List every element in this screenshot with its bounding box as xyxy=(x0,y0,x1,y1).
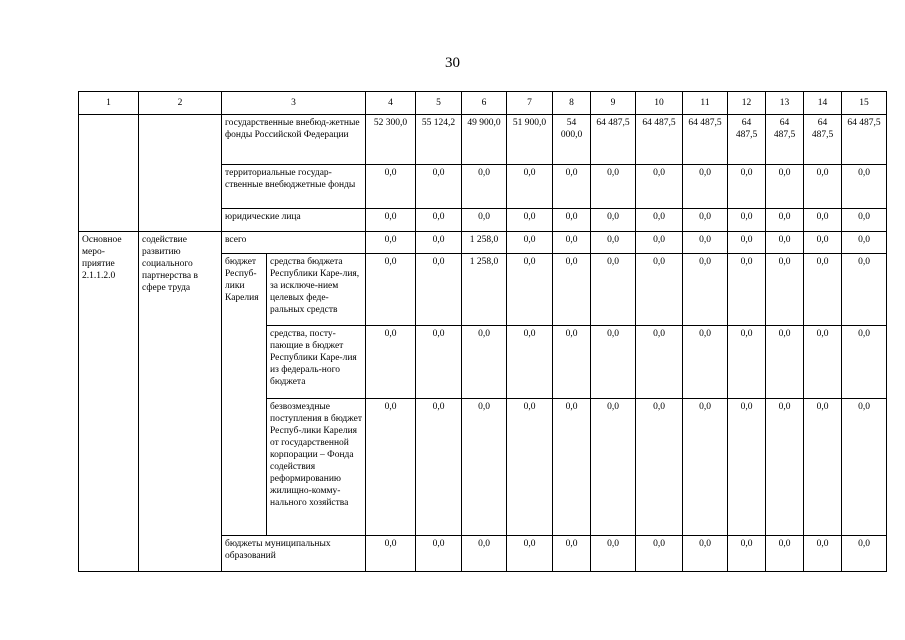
value-cell: 0,0 xyxy=(804,536,842,572)
value-cell: 0,0 xyxy=(507,326,553,399)
value-cell: 0,0 xyxy=(766,399,804,536)
value-cell: 0,0 xyxy=(507,165,553,209)
value-cell: 0,0 xyxy=(416,399,462,536)
value-cell: 0,0 xyxy=(766,232,804,254)
value-cell: 0,0 xyxy=(462,326,507,399)
value-cell: 1 258,0 xyxy=(462,254,507,326)
value-cell: 0,0 xyxy=(636,209,683,232)
funding-source-label: юридические лица xyxy=(222,209,366,232)
value-cell: 0,0 xyxy=(462,536,507,572)
value-cell: 64 487,5 xyxy=(636,115,683,165)
value-cell: 0,0 xyxy=(683,254,728,326)
value-cell: 0,0 xyxy=(804,326,842,399)
measure-goal: содействие развитию социального партнерства в сфере труда xyxy=(139,232,222,572)
empty-cell xyxy=(79,115,139,232)
value-cell: 0,0 xyxy=(842,165,887,209)
value-cell: 0,0 xyxy=(553,399,591,536)
value-cell: 0,0 xyxy=(462,165,507,209)
header-cell: 10 xyxy=(636,92,683,115)
value-cell: 0,0 xyxy=(636,399,683,536)
value-cell: 0,0 xyxy=(507,536,553,572)
value-cell: 0,0 xyxy=(636,165,683,209)
value-cell: 0,0 xyxy=(683,209,728,232)
value-cell: 0,0 xyxy=(683,536,728,572)
value-cell: 0,0 xyxy=(804,165,842,209)
value-cell: 0,0 xyxy=(804,254,842,326)
value-cell: 0,0 xyxy=(366,232,416,254)
header-cell: 11 xyxy=(683,92,728,115)
value-cell: 0,0 xyxy=(462,209,507,232)
value-cell: 0,0 xyxy=(416,326,462,399)
value-cell: 0,0 xyxy=(683,399,728,536)
empty-cell xyxy=(139,115,222,232)
header-cell: 2 xyxy=(139,92,222,115)
value-cell: 0,0 xyxy=(591,165,636,209)
value-cell: 0,0 xyxy=(591,209,636,232)
value-cell: 0,0 xyxy=(728,232,766,254)
funding-source-label: государственные внебюд-жетные фонды Российской Федерации xyxy=(222,115,366,165)
value-cell: 64 487,5 xyxy=(728,115,766,165)
value-cell: 0,0 xyxy=(416,165,462,209)
value-cell: 0,0 xyxy=(553,536,591,572)
value-cell: 0,0 xyxy=(766,165,804,209)
value-cell: 0,0 xyxy=(842,399,887,536)
value-cell: 0,0 xyxy=(728,399,766,536)
header-cell: 12 xyxy=(728,92,766,115)
value-cell: 0,0 xyxy=(507,399,553,536)
measure-code: Основное меро-приятие 2.1.1.2.0 xyxy=(79,232,139,572)
funding-table xyxy=(78,91,887,572)
value-cell: 0,0 xyxy=(507,254,553,326)
header-cell: 4 xyxy=(366,92,416,115)
table-row xyxy=(79,115,887,165)
header-cell: 14 xyxy=(804,92,842,115)
value-cell: 0,0 xyxy=(462,399,507,536)
value-cell: 0,0 xyxy=(507,209,553,232)
funding-source-label: территориальные государ-ственные внебюджетные фонды xyxy=(222,165,366,209)
header-cell: 6 xyxy=(462,92,507,115)
value-cell: 0,0 xyxy=(842,254,887,326)
page-number: 30 xyxy=(445,55,460,71)
value-cell: 64 487,5 xyxy=(804,115,842,165)
header-cell: 1 xyxy=(79,92,139,115)
value-cell: 64 487,5 xyxy=(766,115,804,165)
value-cell: 0,0 xyxy=(366,326,416,399)
value-cell: 0,0 xyxy=(728,536,766,572)
value-cell: 0,0 xyxy=(636,254,683,326)
header-row xyxy=(79,92,887,115)
value-cell: 0,0 xyxy=(416,536,462,572)
funding-source-label: средства, посту-пающие в бюджет Республики Каре-лия из федераль-ного бюджета xyxy=(267,326,366,399)
header-cell: 9 xyxy=(591,92,636,115)
value-cell: 0,0 xyxy=(683,165,728,209)
value-cell: 49 900,0 xyxy=(462,115,507,165)
funding-source-label: средства бюджета Республики Каре-лия, за исключе-нием целевых феде-ральных средств xyxy=(267,254,366,326)
value-cell: 54 000,0 xyxy=(553,115,591,165)
value-cell: 0,0 xyxy=(842,209,887,232)
value-cell: 64 487,5 xyxy=(842,115,887,165)
value-cell: 0,0 xyxy=(636,232,683,254)
value-cell: 1 258,0 xyxy=(462,232,507,254)
value-cell: 0,0 xyxy=(804,209,842,232)
value-cell: 0,0 xyxy=(804,399,842,536)
value-cell: 0,0 xyxy=(366,209,416,232)
value-cell: 0,0 xyxy=(636,326,683,399)
value-cell: 0,0 xyxy=(766,254,804,326)
value-cell: 0,0 xyxy=(553,209,591,232)
value-cell: 0,0 xyxy=(416,232,462,254)
value-cell: 0,0 xyxy=(728,254,766,326)
funding-source-label: всего xyxy=(222,232,366,254)
value-cell: 0,0 xyxy=(553,232,591,254)
value-cell: 0,0 xyxy=(591,399,636,536)
value-cell: 0,0 xyxy=(507,232,553,254)
value-cell: 64 487,5 xyxy=(591,115,636,165)
value-cell: 55 124,2 xyxy=(416,115,462,165)
value-cell: 0,0 xyxy=(553,254,591,326)
value-cell: 0,0 xyxy=(416,254,462,326)
header-cell: 7 xyxy=(507,92,553,115)
table-row xyxy=(79,232,887,254)
budget-group-label: бюджет Респуб-лики Карелия xyxy=(222,254,267,536)
value-cell: 0,0 xyxy=(804,232,842,254)
value-cell: 0,0 xyxy=(842,536,887,572)
header-cell: 13 xyxy=(766,92,804,115)
value-cell: 0,0 xyxy=(553,326,591,399)
value-cell: 0,0 xyxy=(766,536,804,572)
value-cell: 0,0 xyxy=(591,326,636,399)
value-cell: 0,0 xyxy=(591,232,636,254)
value-cell: 0,0 xyxy=(842,326,887,399)
value-cell: 0,0 xyxy=(366,536,416,572)
value-cell: 0,0 xyxy=(636,536,683,572)
value-cell: 0,0 xyxy=(683,326,728,399)
value-cell: 0,0 xyxy=(366,165,416,209)
value-cell: 64 487,5 xyxy=(683,115,728,165)
header-cell: 3 xyxy=(222,92,366,115)
value-cell: 0,0 xyxy=(766,326,804,399)
value-cell: 0,0 xyxy=(366,399,416,536)
value-cell: 0,0 xyxy=(728,209,766,232)
value-cell: 0,0 xyxy=(591,254,636,326)
header-cell: 15 xyxy=(842,92,887,115)
value-cell: 0,0 xyxy=(683,232,728,254)
value-cell: 51 900,0 xyxy=(507,115,553,165)
value-cell: 0,0 xyxy=(728,326,766,399)
value-cell: 52 300,0 xyxy=(366,115,416,165)
value-cell: 0,0 xyxy=(591,536,636,572)
value-cell: 0,0 xyxy=(553,165,591,209)
value-cell: 0,0 xyxy=(842,232,887,254)
value-cell: 0,0 xyxy=(766,209,804,232)
value-cell: 0,0 xyxy=(416,209,462,232)
value-cell: 0,0 xyxy=(728,165,766,209)
value-cell: 0,0 xyxy=(366,254,416,326)
funding-source-label: безвозмездные поступления в бюджет Респуб-лики Карелия от государственной корпорации – Фонда содействия реформированию жилищно-комму-нального хозяйства xyxy=(267,399,366,536)
funding-source-label: бюджеты муниципальных образований xyxy=(222,536,366,572)
header-cell: 8 xyxy=(553,92,591,115)
header-cell: 5 xyxy=(416,92,462,115)
